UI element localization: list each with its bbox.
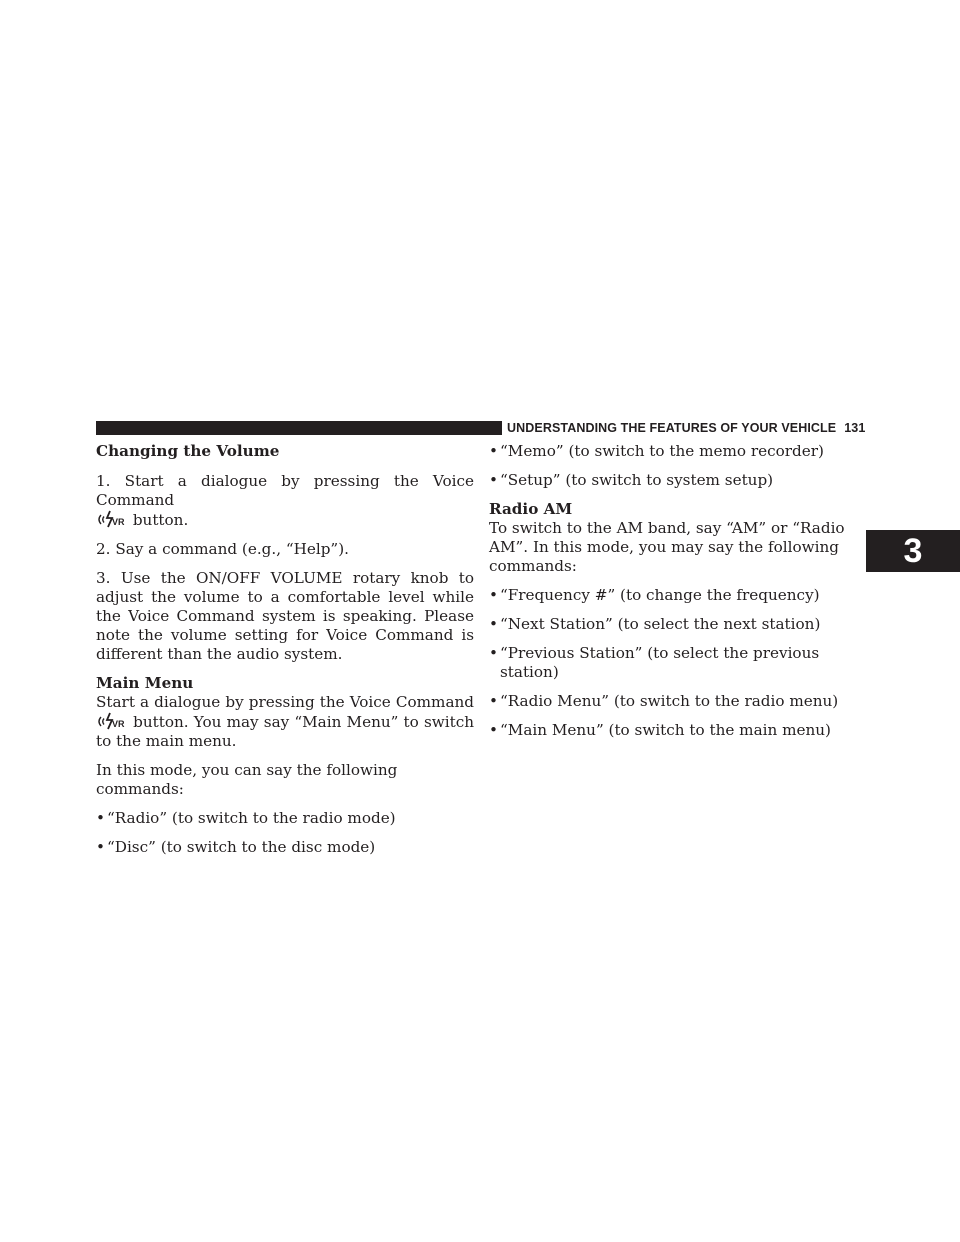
step-1-suffix: button. [132, 511, 189, 529]
main-menu-paragraph [96, 693, 474, 751]
list-item: • “Memo” (to switch to the memo recorder) [489, 442, 824, 460]
voice-command-vr-icon [96, 510, 128, 529]
voice-command-vr-icon [96, 712, 128, 731]
header-title: UNDERSTANDING THE FEATURES OF YOUR VEHICLE [507, 421, 837, 435]
list-item: • “Radio Menu” (to switch to the radio menu) [489, 692, 839, 710]
list-item: • “Main Menu” (to switch to the main menu) [489, 721, 831, 739]
chapter-tab: 3 [866, 530, 960, 572]
running-header [507, 419, 866, 437]
heading-radio-am: Radio AM [489, 500, 573, 518]
radio-am-paragraph: To switch to the AM band, say “AM” or “Radio AM”. In this mode, you may say the following commands: [489, 519, 845, 575]
svg-text:VR: VR [112, 719, 125, 729]
list-item: • “Setup” (to switch to system setup) [489, 471, 774, 489]
right-column [489, 442, 863, 740]
svg-text:VR: VR [112, 517, 125, 527]
step-1-text: 1. Start a dialogue by pressing the Voice Command [96, 472, 474, 509]
step-3: 3. Use the ON/OFF VOLUME rotary knob to adjust the volume to a comfortable level while the Voice Command system is speaking. Please note the volume setting for Voice Command is different than the audio system. [96, 569, 474, 663]
list-item: • “Disc” (to switch to the disc mode) [96, 838, 376, 856]
main-menu-text: Start a dialogue by pressing the Voice Command [96, 693, 474, 711]
mode-intro: In this mode, you can say the following commands: [96, 761, 398, 798]
list-item: • “Next Station” (to select the next station) [489, 615, 821, 633]
step-1 [96, 472, 474, 530]
header-rule-bar [96, 421, 502, 435]
page-number: 131 [844, 421, 866, 435]
heading-changing-volume: Changing the Volume [96, 442, 280, 460]
list-item: • “Frequency #” (to change the frequency) [489, 586, 820, 604]
step-2: 2. Say a command (e.g., “Help”). [96, 540, 349, 558]
heading-main-menu: Main Menu [96, 674, 194, 692]
list-item: • “Previous Station” (to select the previous station) [489, 644, 820, 681]
left-column [96, 442, 474, 857]
main-menu-suffix: button. You may say “Main Menu” to switch to the main menu. [96, 713, 475, 750]
list-item: • “Radio” (to switch to the radio mode) [96, 809, 396, 827]
